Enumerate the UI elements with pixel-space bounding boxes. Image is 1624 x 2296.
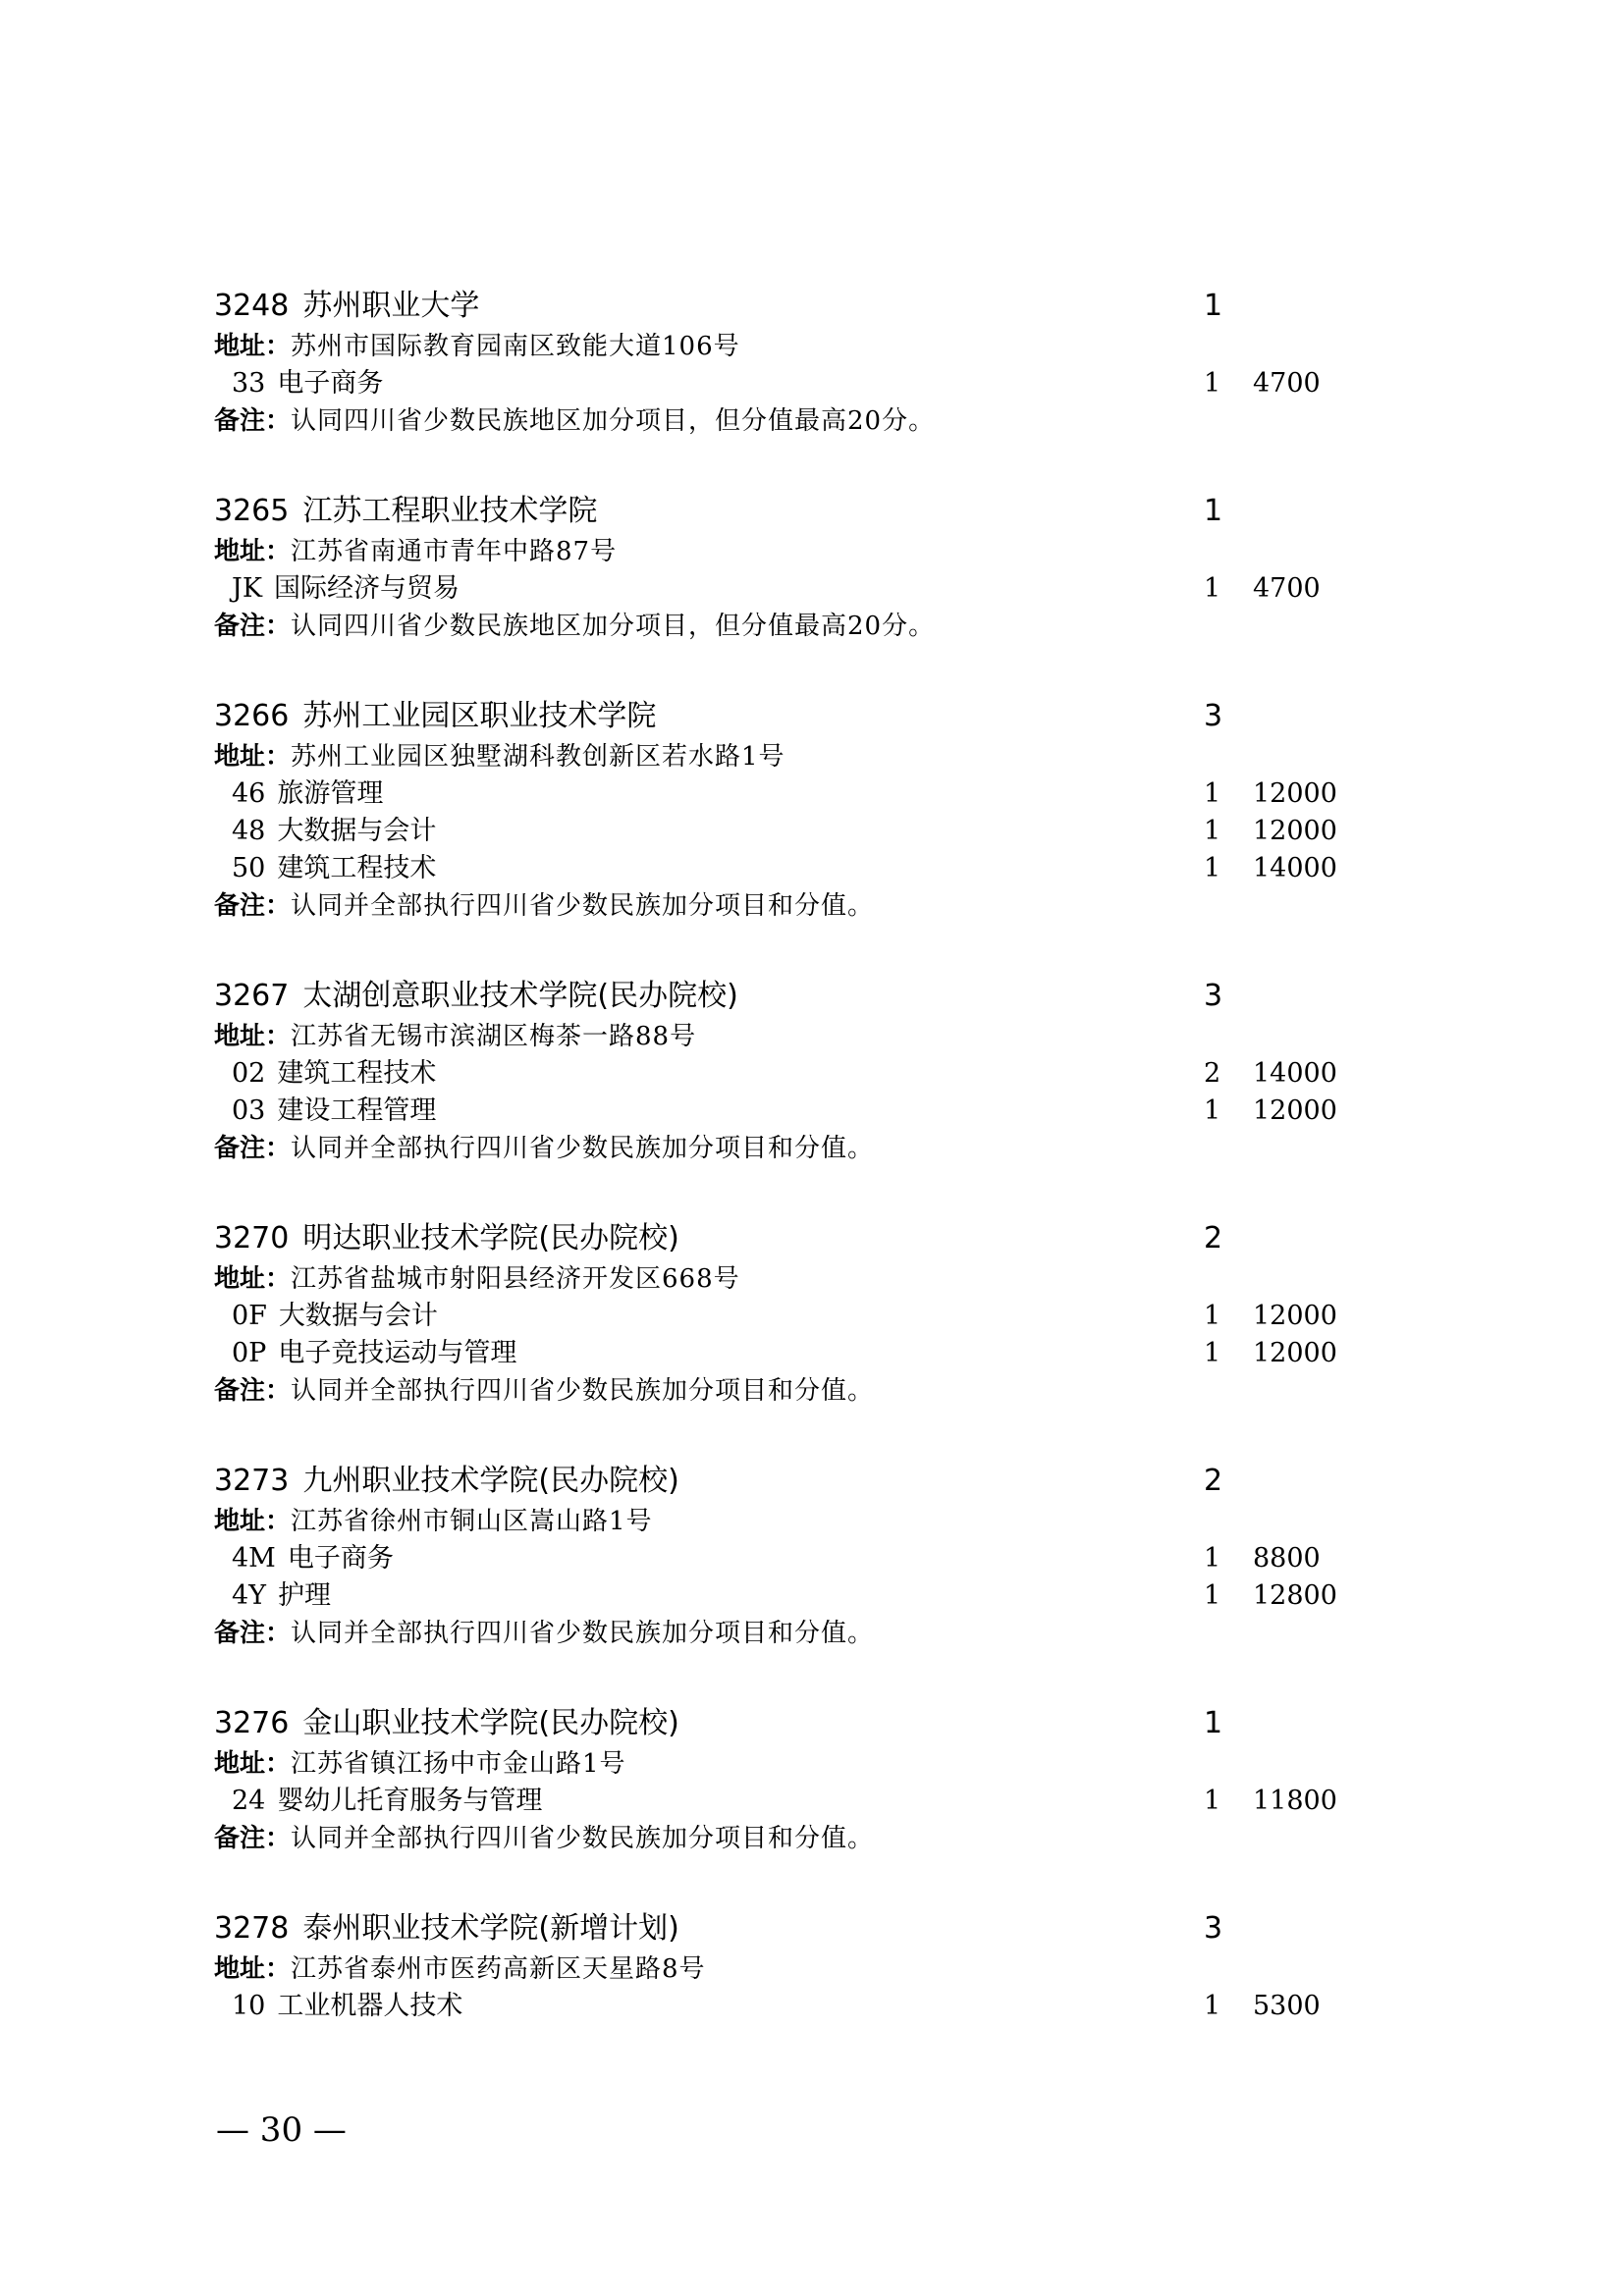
school-address	[214, 1018, 1392, 1055]
school-name: 泰州职业技术学院(新增计划)	[302, 1911, 679, 1946]
major-name: 大数据与会计	[278, 1301, 438, 1331]
major-code: 33	[232, 368, 266, 399]
note-text: 认同并全部执行四川省少数民族加分项目和分值。	[291, 1134, 875, 1163]
school-header	[214, 695, 1392, 738]
school-name: 太湖创意职业技术学院(民办院校)	[302, 979, 738, 1013]
school-address	[214, 1950, 1392, 1988]
major-row	[214, 813, 1392, 850]
major-tuition: 12000	[1253, 1095, 1337, 1126]
school-header	[214, 1460, 1392, 1503]
major-code: 4Y	[232, 1580, 267, 1611]
school-total-plan: 1	[1204, 289, 1223, 323]
major-name: 大数据与会计	[277, 816, 437, 846]
major-code: 50	[232, 853, 266, 883]
school-code: 3273	[214, 1464, 290, 1498]
school-address	[214, 533, 1392, 570]
major-plan-count: 1	[1204, 1991, 1221, 2021]
note-label: 备注：	[214, 406, 292, 436]
school-address	[214, 328, 1392, 365]
address-label: 地址：	[214, 537, 292, 566]
school-note	[214, 887, 1392, 925]
major-row	[214, 1577, 1392, 1615]
note-text: 认同并全部执行四川省少数民族加分项目和分值。	[291, 1376, 875, 1406]
school-note	[214, 608, 1392, 645]
major-code: 46	[232, 778, 266, 809]
school-list	[214, 285, 1392, 2075]
school-entry	[214, 1217, 1392, 1410]
major-row	[214, 850, 1392, 887]
major-plan-count: 1	[1204, 1095, 1221, 1126]
major-row	[214, 775, 1392, 813]
major-tuition: 4700	[1253, 368, 1321, 399]
major-code: 24	[232, 1786, 266, 1816]
major-row	[214, 365, 1392, 402]
school-header	[214, 1217, 1392, 1260]
major-code: 03	[232, 1095, 266, 1126]
school-address	[214, 1503, 1392, 1540]
school-name: 江苏工程职业技术学院	[302, 494, 598, 528]
major-code: 4M	[232, 1543, 276, 1574]
page-number: — 30 —	[216, 2110, 347, 2150]
school-total-plan: 1	[1204, 1706, 1223, 1740]
school-entry	[214, 1907, 1392, 2025]
major-name: 护理	[278, 1580, 332, 1611]
major-tuition: 11800	[1253, 1786, 1337, 1816]
school-note	[214, 1820, 1392, 1857]
major-tuition: 12000	[1253, 1301, 1337, 1331]
address-text: 江苏省徐州市铜山区嵩山路1号	[291, 1507, 653, 1536]
major-tuition: 12000	[1253, 816, 1337, 846]
school-total-plan: 3	[1204, 699, 1223, 733]
major-plan-count: 1	[1204, 573, 1221, 604]
school-name: 苏州职业大学	[302, 289, 480, 323]
major-name: 建筑工程技术	[277, 853, 437, 883]
major-name: 电子竞技运动与管理	[278, 1338, 517, 1368]
school-total-plan: 1	[1204, 494, 1223, 528]
school-header	[214, 490, 1392, 533]
school-entry	[214, 695, 1392, 925]
address-text: 江苏省盐城市射阳县经济开发区668号	[291, 1264, 740, 1294]
school-code: 3248	[214, 289, 290, 323]
school-code: 3267	[214, 979, 290, 1013]
major-code: 10	[232, 1991, 266, 2021]
school-address	[214, 738, 1392, 775]
major-plan-count: 1	[1204, 1301, 1221, 1331]
note-label: 备注：	[214, 1619, 292, 1648]
major-name: 建筑工程技术	[277, 1058, 437, 1089]
major-tuition: 5300	[1253, 1991, 1321, 2021]
address-text: 苏州工业园区独墅湖科教创新区若水路1号	[291, 742, 785, 772]
school-address	[214, 1745, 1392, 1783]
school-total-plan: 3	[1204, 979, 1223, 1013]
address-text: 江苏省泰州市医药高新区天星路8号	[291, 1954, 706, 1984]
major-plan-count: 1	[1204, 1338, 1221, 1368]
major-tuition: 4700	[1253, 573, 1321, 604]
address-label: 地址：	[214, 1022, 292, 1051]
school-code: 3266	[214, 699, 290, 733]
school-name: 明达职业技术学院(民办院校)	[302, 1221, 679, 1255]
address-label: 地址：	[214, 1264, 292, 1294]
major-plan-count: 1	[1204, 1580, 1221, 1611]
school-note	[214, 402, 1392, 440]
major-tuition: 14000	[1253, 853, 1337, 883]
note-label: 备注：	[214, 1824, 292, 1853]
note-text: 认同四川省少数民族地区加分项目，但分值最高20分。	[291, 612, 936, 641]
major-plan-count: 1	[1204, 368, 1221, 399]
school-total-plan: 2	[1204, 1464, 1223, 1498]
major-name: 旅游管理	[277, 778, 384, 809]
major-code: 0F	[232, 1301, 267, 1331]
note-label: 备注：	[214, 612, 292, 641]
school-header	[214, 975, 1392, 1018]
address-label: 地址：	[214, 332, 292, 361]
school-header	[214, 285, 1392, 328]
major-plan-count: 1	[1204, 778, 1221, 809]
school-note	[214, 1130, 1392, 1167]
note-text: 认同并全部执行四川省少数民族加分项目和分值。	[291, 891, 875, 921]
school-name: 苏州工业园区职业技术学院	[302, 699, 657, 733]
major-tuition: 12800	[1253, 1580, 1337, 1611]
major-row	[214, 1783, 1392, 1820]
major-plan-count: 2	[1204, 1058, 1221, 1089]
school-entry	[214, 975, 1392, 1167]
major-row	[214, 570, 1392, 608]
address-text: 江苏省镇江扬中市金山路1号	[291, 1749, 626, 1779]
note-label: 备注：	[214, 891, 292, 921]
school-code: 3265	[214, 494, 290, 528]
school-code: 3278	[214, 1911, 290, 1946]
school-entry	[214, 1460, 1392, 1652]
note-label: 备注：	[214, 1134, 292, 1163]
major-row	[214, 1298, 1392, 1335]
school-code: 3270	[214, 1221, 290, 1255]
major-name: 电子商务	[277, 368, 384, 399]
note-text: 认同四川省少数民族地区加分项目，但分值最高20分。	[291, 406, 936, 436]
note-text: 认同并全部执行四川省少数民族加分项目和分值。	[291, 1824, 875, 1853]
note-label: 备注：	[214, 1376, 292, 1406]
note-text: 认同并全部执行四川省少数民族加分项目和分值。	[291, 1619, 875, 1648]
major-row	[214, 1335, 1392, 1372]
address-label: 地址：	[214, 742, 292, 772]
major-tuition: 8800	[1253, 1543, 1321, 1574]
school-name: 九州职业技术学院(民办院校)	[302, 1464, 679, 1498]
school-address	[214, 1260, 1392, 1298]
school-entry	[214, 1702, 1392, 1857]
major-name: 国际经济与贸易	[274, 573, 460, 604]
address-label: 地址：	[214, 1954, 292, 1984]
address-label: 地址：	[214, 1749, 292, 1779]
school-header	[214, 1702, 1392, 1745]
school-total-plan: 3	[1204, 1911, 1223, 1946]
major-plan-count: 1	[1204, 1786, 1221, 1816]
major-plan-count: 1	[1204, 853, 1221, 883]
major-tuition: 12000	[1253, 778, 1337, 809]
major-plan-count: 1	[1204, 816, 1221, 846]
school-note	[214, 1615, 1392, 1652]
major-name: 工业机器人技术	[277, 1991, 463, 2021]
major-code: 0P	[232, 1338, 267, 1368]
school-note	[214, 1372, 1392, 1410]
major-row	[214, 1540, 1392, 1577]
major-code: 48	[232, 816, 266, 846]
school-entry	[214, 285, 1392, 440]
major-tuition: 12000	[1253, 1338, 1337, 1368]
school-code: 3276	[214, 1706, 290, 1740]
major-plan-count: 1	[1204, 1543, 1221, 1574]
school-total-plan: 2	[1204, 1221, 1223, 1255]
major-name: 电子商务	[287, 1543, 394, 1574]
major-name: 建设工程管理	[277, 1095, 437, 1126]
address-text: 江苏省无锡市滨湖区梅茶一路88号	[291, 1022, 697, 1051]
school-name: 金山职业技术学院(民办院校)	[302, 1706, 679, 1740]
major-name: 婴幼儿托育服务与管理	[277, 1786, 543, 1816]
major-row	[214, 1988, 1392, 2025]
major-code: 02	[232, 1058, 266, 1089]
major-tuition: 14000	[1253, 1058, 1337, 1089]
address-text: 苏州市国际教育园南区致能大道106号	[291, 332, 740, 361]
school-header	[214, 1907, 1392, 1950]
major-row	[214, 1093, 1392, 1130]
address-label: 地址：	[214, 1507, 292, 1536]
major-row	[214, 1055, 1392, 1093]
major-code: JK	[232, 573, 262, 604]
school-entry	[214, 490, 1392, 645]
address-text: 江苏省南通市青年中路87号	[291, 537, 618, 566]
